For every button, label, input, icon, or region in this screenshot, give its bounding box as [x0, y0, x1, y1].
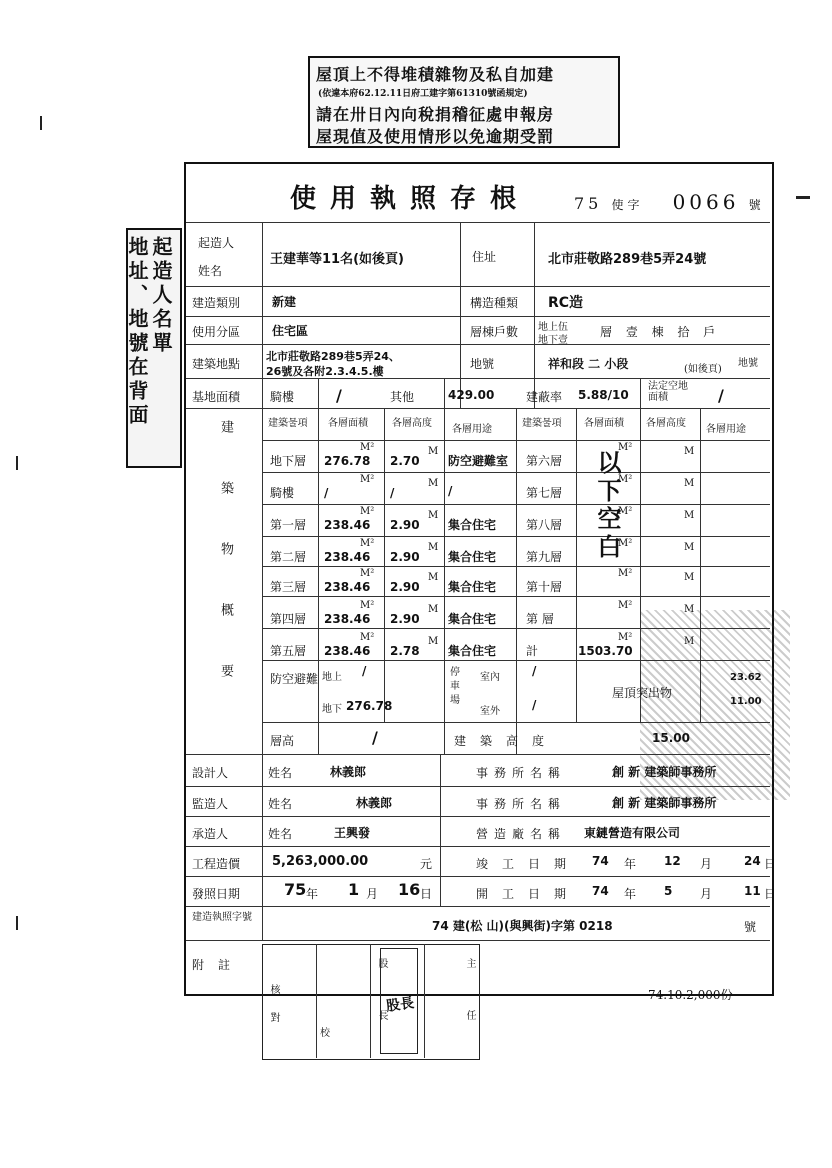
rule — [384, 408, 385, 722]
issue-day: 16 — [398, 880, 421, 899]
parking-label: 停車場 — [450, 667, 460, 706]
issue-year-unit: 年 — [306, 887, 319, 901]
unit-m2-label: M² — [360, 442, 375, 453]
stamp-col-proof: 校 — [320, 1028, 330, 1039]
remarks-label: 附註 — [192, 958, 245, 972]
start-month: 5 — [664, 884, 673, 898]
complete-month: 12 — [664, 854, 681, 868]
legal-label: 法定空地面積 — [648, 381, 688, 403]
rule — [534, 222, 535, 408]
permit-ref-value: 74 建(松 山)(與興街)字第 0218 — [432, 919, 613, 933]
rule — [186, 816, 770, 817]
building-section-label: 建築物概要 — [218, 420, 233, 725]
site-label: 建築地點 — [192, 357, 241, 371]
floors-below: 地下壹 — [538, 335, 568, 346]
permit-word: 使字 — [611, 198, 644, 212]
rooftop-area: 23.62 — [730, 672, 762, 683]
contractor-name: 王興發 — [334, 826, 371, 840]
start-label: 開工日期 — [476, 887, 581, 901]
left-floor-height: 2.90 — [390, 518, 420, 532]
unit-m-label: M — [428, 446, 439, 457]
zone-label: 使用分區 — [192, 325, 241, 339]
stamp-frame — [262, 944, 480, 1060]
unit-m2-label: M² — [360, 632, 375, 643]
rooftop-notice-stamp — [308, 56, 620, 148]
contractor-name-label: 姓名 — [268, 827, 293, 841]
print-footnote: 74.10.2,000份 — [648, 988, 733, 1002]
start-day: 11 — [744, 884, 761, 898]
side-note-stamp — [126, 228, 182, 468]
unit-m2-label: M² — [360, 600, 375, 611]
margin-mark — [16, 916, 18, 930]
seal-signature: 股長 — [385, 995, 416, 1015]
complete-month-unit: 月 — [700, 857, 713, 871]
shelter-label: 防空避難 — [270, 672, 319, 686]
cost-unit: 元 — [420, 857, 433, 871]
left-floor-use: / — [448, 484, 453, 498]
designer-office: 創 新 建築師事務所 — [612, 765, 717, 779]
hdr-area-2: 各層面積 — [584, 418, 624, 429]
rule — [186, 906, 770, 907]
applicant-name: 王建華等11名(如後頁) — [270, 252, 404, 267]
rule — [576, 408, 577, 722]
rule — [424, 944, 425, 1058]
left-floor-use: 集合住宅 — [448, 644, 497, 658]
left-floor-area: 238.46 — [324, 518, 371, 532]
notice-line-2: (依違本府62.12.11日府工建字第61310號函規定) — [318, 89, 528, 99]
building-height-value: 15.00 — [652, 731, 690, 745]
parking-in-value: / — [532, 664, 537, 678]
hdr-height-2: 各層高度 — [646, 418, 686, 429]
legal-value: / — [718, 386, 724, 405]
unit-m-label: M — [428, 542, 439, 553]
form-title: 使用執照存根 — [290, 184, 531, 214]
left-floor-use: 集合住宅 — [448, 550, 497, 564]
rule — [186, 222, 770, 223]
rule — [316, 944, 317, 1058]
start-year: 74 — [592, 884, 609, 898]
seal-smudge — [640, 610, 790, 800]
unit-m2-label: M² — [618, 538, 633, 549]
address-label: 住址 — [472, 250, 497, 264]
issue-month-unit: 月 — [366, 887, 379, 901]
left-floor-area: / — [324, 486, 329, 500]
supervisor-name-label: 姓名 — [268, 797, 293, 811]
story-height-label: 層高 — [270, 734, 295, 748]
arcade-label: 騎樓 — [270, 390, 295, 404]
permit-num: 0066 — [672, 190, 740, 214]
lot-suffix: 地號 — [738, 358, 758, 369]
rule — [370, 944, 371, 1058]
left-floor-area: 238.46 — [324, 580, 371, 594]
structure-value: RC造 — [548, 295, 584, 311]
rule — [444, 378, 445, 754]
rule — [460, 222, 461, 408]
stamp-col-check: 核對 — [268, 984, 279, 1040]
supervisor-office-label: 事務所名稱 — [476, 797, 567, 811]
side-note-col-2: 地址、地號在背面 — [125, 236, 149, 428]
designer-name-label: 姓名 — [268, 766, 293, 780]
area-label: 基地面積 — [192, 390, 241, 404]
floors-label: 層棟戶數 — [470, 325, 519, 339]
left-floor-height: 2.90 — [390, 550, 420, 564]
left-floor-label: 第三層 — [270, 580, 307, 594]
complete-day-unit: 日 — [764, 857, 777, 871]
approval-stamp-grid — [262, 944, 480, 1060]
left-floor-height: 2.90 — [390, 612, 420, 626]
applicant-name-label: 姓名 — [198, 264, 223, 278]
address-value: 北市莊敬路289巷5弄24號 — [548, 252, 707, 267]
unit-m2-label: M² — [360, 474, 375, 485]
unit-m-label: M — [428, 478, 439, 489]
left-floor-use: 集合住宅 — [448, 612, 497, 626]
unit-m2-label: M² — [618, 568, 633, 579]
coverage-value: 5.88/10 — [578, 388, 629, 402]
hdr-height: 各層高度 — [392, 418, 432, 429]
permit-ref-label: 建造執照字號 — [192, 912, 252, 923]
unit-m2-label: M² — [360, 568, 375, 579]
lot-label: 地號 — [470, 357, 495, 371]
contractor-firm-label: 營造廠名稱 — [476, 827, 567, 841]
start-year-unit: 年 — [624, 887, 637, 901]
start-day-unit: 日 — [764, 887, 777, 901]
lot-value: 祥和段 二 小段 — [548, 357, 629, 371]
notice-line-4: 屋現值及使用情形以免逾期受罰 — [316, 127, 555, 146]
stamp-col-chief: 股長 — [376, 958, 387, 1062]
right-floor-label: 第十層 — [526, 580, 563, 594]
rule — [262, 222, 263, 940]
unit-m-label: M — [428, 636, 439, 647]
unit-m-label: M — [428, 510, 439, 521]
left-floor-label: 第一層 — [270, 518, 307, 532]
hdr-item: 建築물項 — [268, 418, 308, 429]
rule — [186, 846, 770, 847]
rule — [186, 408, 770, 409]
rule — [186, 316, 770, 317]
permit-year: 75 — [574, 194, 603, 213]
floors-value: 層 壹 棟 拾 戶 — [600, 325, 716, 339]
unit-m-label: M — [428, 572, 439, 583]
left-floor-use: 防空避難室 — [448, 454, 509, 468]
site-line-2: 26號及各附2.3.4.5.樓 — [266, 365, 384, 378]
unit-m-label: M — [684, 542, 695, 553]
right-floor-label: 計 — [526, 644, 539, 658]
left-floor-area: 238.46 — [324, 612, 371, 626]
hdr-use-2: 各層用途 — [706, 424, 746, 435]
supervisor-office: 創 新 建築師事務所 — [612, 796, 717, 810]
supervisor-label: 監造人 — [192, 797, 229, 811]
story-height-value: / — [372, 728, 378, 747]
unit-m2-label: M² — [360, 538, 375, 549]
applicant-label: 起造人 — [198, 236, 235, 250]
right-floor-label: 第六層 — [526, 454, 563, 468]
right-floor-label: 第 層 — [526, 612, 554, 626]
complete-year-unit: 年 — [624, 857, 637, 871]
left-floor-area: 238.46 — [324, 550, 371, 564]
notice-line-1: 屋頂上不得堆積雜物及私自加建 — [316, 65, 555, 84]
complete-label: 竣工日期 — [476, 857, 581, 871]
rooftop-label: 屋頂突出物 — [612, 686, 673, 700]
left-floor-label: 地下層 — [270, 454, 307, 468]
cost-label: 工程造價 — [192, 857, 241, 871]
unit-m-label: M — [684, 604, 695, 615]
margin-mark — [40, 116, 42, 130]
unit-m-label: M — [684, 572, 695, 583]
left-floor-use: 集合住宅 — [448, 580, 497, 594]
floors-above: 地上伍 — [538, 322, 568, 333]
shelter-below-value: 276.78 — [346, 699, 393, 713]
contractor-firm: 東鏈營造有限公司 — [584, 826, 681, 840]
left-floor-height: 2.70 — [390, 454, 420, 468]
contractor-label: 承造人 — [192, 827, 229, 841]
blank-note: 以下空白 — [593, 450, 621, 562]
parking-out-value: / — [532, 698, 537, 712]
other-label: 其他 — [390, 390, 415, 404]
designer-office-label: 事務所名稱 — [476, 766, 567, 780]
rule — [318, 378, 319, 754]
parking-out-label: 室外 — [480, 706, 500, 717]
left-floor-area: 238.46 — [324, 644, 371, 658]
structure-label: 構造種類 — [470, 296, 519, 310]
type-value: 新建 — [272, 295, 297, 309]
arcade-value: / — [336, 386, 342, 405]
margin-mark — [796, 196, 810, 199]
issue-month: 1 — [348, 880, 360, 899]
lot-note: (如後頁) — [684, 364, 722, 375]
unit-m2-label: M² — [360, 506, 375, 517]
site-line-1: 北市莊敬路289巷5弄24、 — [266, 350, 400, 363]
other-value: 429.00 — [448, 388, 495, 402]
supervisor-name: 林義郎 — [356, 796, 393, 810]
building-height-label: 建築高度 — [454, 734, 559, 748]
rule — [186, 344, 770, 345]
coverage-label: 建蔽率 — [526, 390, 563, 404]
left-floor-use: 集合住宅 — [448, 518, 497, 532]
unit-m-label: M — [684, 446, 695, 457]
left-floor-label: 第四層 — [270, 612, 307, 626]
unit-m2-label: M² — [618, 474, 633, 485]
unit-m2-label: M² — [618, 632, 633, 643]
issue-year: 75 — [284, 880, 307, 899]
stamp-col-director: 主任 — [464, 958, 475, 1062]
unit-m2-label: M² — [618, 600, 633, 611]
hdr-item-2: 建築물項 — [522, 418, 562, 429]
rule — [516, 408, 517, 754]
hdr-use: 各層用途 — [452, 424, 492, 435]
permit-ref-suffix: 號 — [744, 920, 757, 934]
unit-m2-label: M² — [618, 442, 633, 453]
parking-in-label: 室內 — [480, 672, 500, 683]
total-area: 1503.70 — [578, 644, 633, 658]
notice-line-3: 請在卅日內向稅捐稽征處申報房 — [316, 105, 555, 124]
unit-m2-label: M² — [618, 506, 633, 517]
unit-m-label: M — [684, 510, 695, 521]
complete-year: 74 — [592, 854, 609, 868]
complete-day: 24 — [744, 854, 761, 868]
left-floor-area: 276.78 — [324, 454, 371, 468]
hdr-area: 各層面積 — [328, 418, 368, 429]
shelter-below-label: 地下 — [322, 704, 342, 715]
side-note-col-1: 起造人名單 — [149, 236, 173, 356]
shelter-above-value: / — [362, 664, 367, 678]
left-floor-height: 2.78 — [390, 644, 420, 658]
rule — [186, 286, 770, 287]
issue-day-unit: 日 — [420, 887, 433, 901]
margin-mark — [16, 456, 18, 470]
rule — [440, 754, 441, 906]
unit-m-label: M — [684, 636, 695, 647]
rule — [186, 940, 770, 941]
permit-suffix: 號 — [748, 198, 765, 212]
zone-value: 住宅區 — [272, 324, 309, 338]
right-floor-label: 第九層 — [526, 550, 563, 564]
right-floor-label: 第八層 — [526, 518, 563, 532]
rule — [186, 876, 770, 877]
permit-number — [574, 190, 765, 214]
left-floor-label: 第五層 — [270, 644, 307, 658]
cost-value: 5,263,000.00 — [272, 854, 369, 869]
issue-label: 發照日期 — [192, 887, 241, 901]
left-floor-height: 2.90 — [390, 580, 420, 594]
unit-m-label: M — [684, 478, 695, 489]
left-floor-label: 騎樓 — [270, 486, 295, 500]
left-floor-height: / — [390, 486, 395, 500]
rooftop-height: 11.00 — [730, 696, 762, 707]
right-floor-label: 第七層 — [526, 486, 563, 500]
designer-name: 林義郎 — [330, 765, 367, 779]
type-label: 建造類別 — [192, 296, 241, 310]
shelter-above-label: 地上 — [322, 672, 342, 683]
designer-label: 設計人 — [192, 766, 229, 780]
unit-m-label: M — [428, 604, 439, 615]
start-month-unit: 月 — [700, 887, 713, 901]
left-floor-label: 第二層 — [270, 550, 307, 564]
